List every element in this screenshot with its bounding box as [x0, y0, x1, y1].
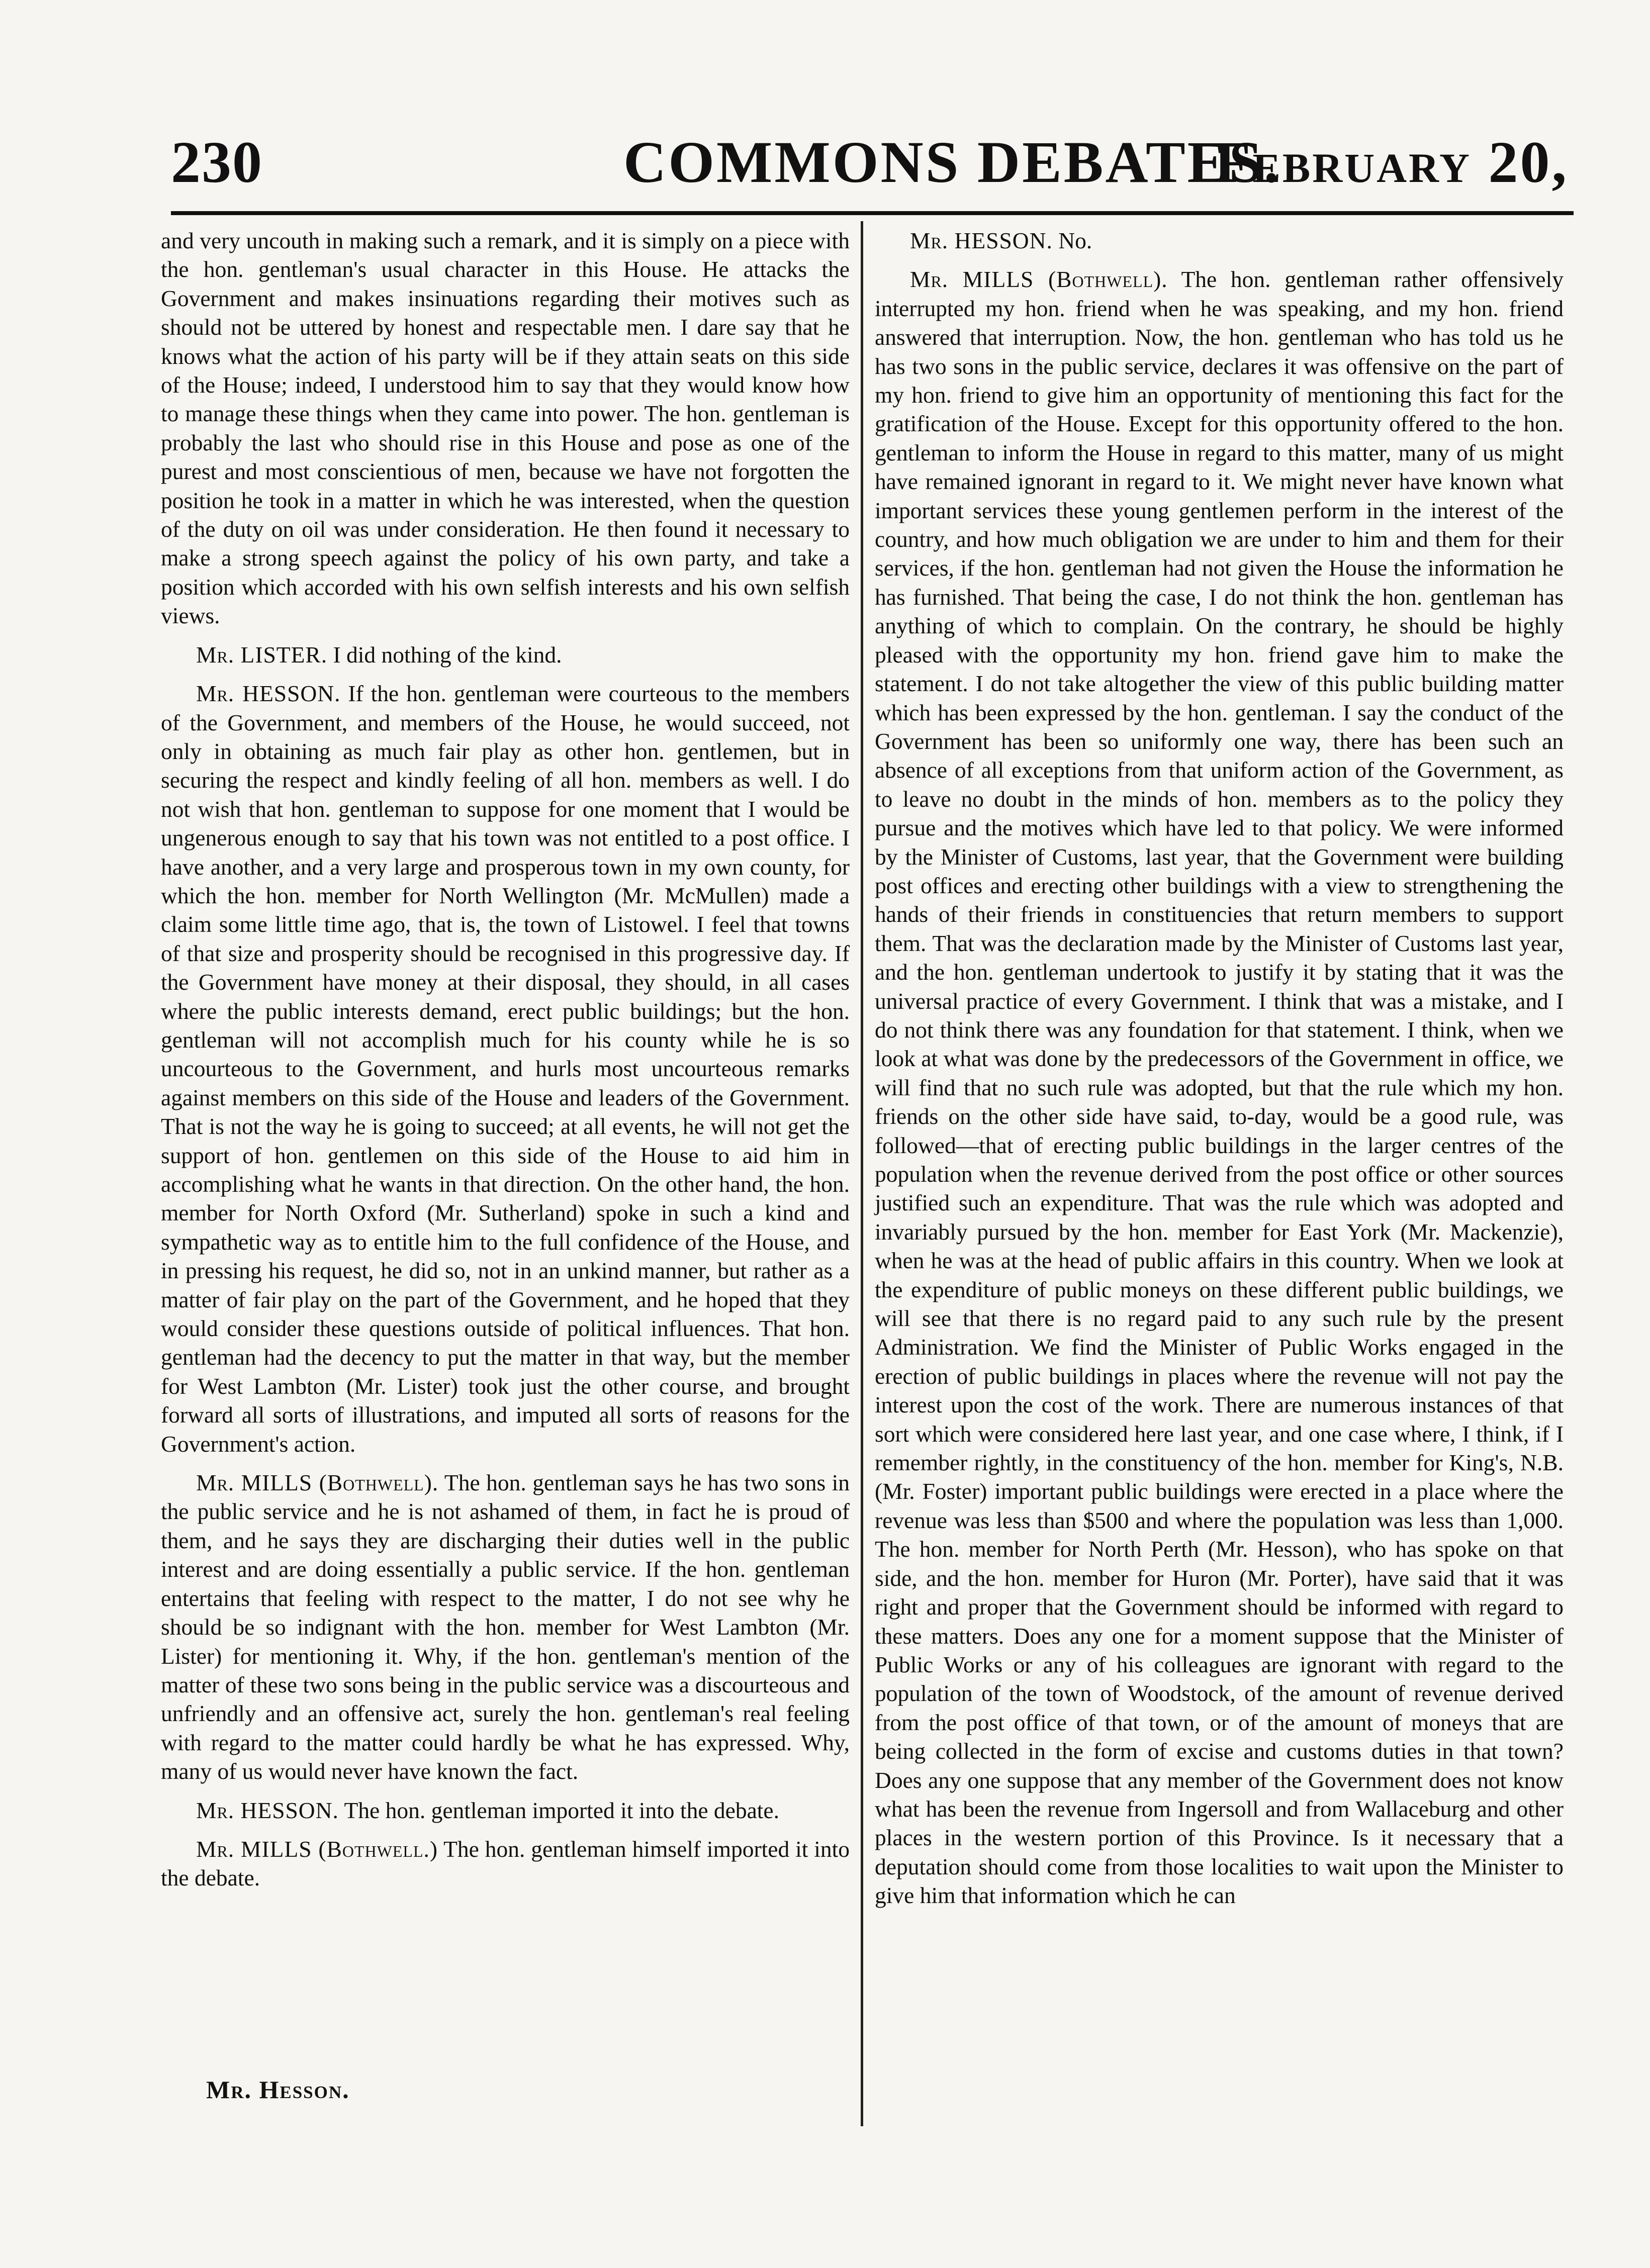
paragraph [161, 679, 850, 1458]
speaker-name: Mr. MILLS (Bothwell). [910, 266, 1168, 293]
speaker-name: Mr. LISTER. [196, 641, 328, 668]
paragraph [875, 226, 1564, 255]
speech-text: The hon. gentleman rather offensively interrupted my hon. friend when he was speaking, and my hon. friend answered that interruption. Now, the hon. gentleman who has told us he has two sons in the public service, declares it was offensive on the part of my hon. friend to give him an opportunity of mentioning this fact for the gratification of the House. Except for this opportunity offered to the hon. gentleman to inform the House in regard to this matter, many of us might have remained ignorant in regard to it. We might never have known what important services these young gentlemen perform in the interest of the country, and how much obligation we are under to him and them for their services, if the hon. gentleman had not given the House the information he has furnished. That being the case, I do not think the hon. gentleman has anything of which to complain. On the contrary, he should be highly pleased with the opportunity my hon. friend gave him to make the statement. I do not take altogether the view of this public building matter which has been expressed by the hon. gentleman. I say the conduct of the Government has been so uniformly one way, there has been such an absence of all exceptions from that uniform action of the Government, as to leave no doubt in the minds of hon. members as to the policy they pursue and the motives which have led to that policy. We were informed by the Minister of Customs, last year, that the Government were building post offices and erecting other buildings with a view to strengthening the hands of their friends in constituencies that return members to support them. That was the declaration made by the Minister of Customs last year, and the hon. gentleman undertook to justify it by stating that it was the universal practice of every Government. I think that was a mistake, and I do not think there was any foundation for that statement. I think, when we look at what was done by the predecessors of the Government in office, we will find that no such rule was adopted, but that the rule which my hon. friends on the other side have said, to-day, would be a good rule, was followed—that of erecting public buildings in the larger centres of the population when the revenue derived from the post office or other sources justified such an expenditure. That was the rule which was adopted and invariably pursued by the hon. member for East York (Mr. Mackenzie), when he was at the head of public affairs in this country. When we look at the expenditure of public moneys on these different public buildings, we will see that there is no regard paid to any such rule by the present Administration. We find the Minister of Public Works engaged in the erection of public buildings in places where the revenue will not pay the interest upon the cost of the work. There are numerous instances of that sort which were considered here last year, and one case where, I think, if I remember rightly, in the constituency of the hon. member for King's, N.B. (Mr. Foster) important public buildings were erected in a place where the revenue was less than $500 and where the population was less than 1,000. The hon. member for North Perth (Mr. Hesson), who has spoke on that side, and the hon. member for Huron (Mr. Porter), have said that it was right and proper that the Government should be informed with regard to these matters. Does any one for a moment suppose that the Minister of Public Works or any of his colleagues are ignorant with regard to the population of the town of Woodstock, of the amount of revenue derived from the post office of that town, or of the amount of moneys that are being collected in the form of excise and customs duties in that town? Does any one suppose that any member of the Government does not know what has been the revenue from Ingersoll and from Wallaceburg and other places in the western portion of this Province. Is it necessary that a deputation should come from those localities to wait upon the Minister to give him that information which he can [875, 266, 1564, 1909]
paragraph [161, 1796, 850, 1825]
page-header [171, 128, 1579, 204]
paragraph [161, 640, 850, 669]
right-column [875, 226, 1564, 1920]
paragraph [875, 265, 1564, 1910]
speech-text: The hon. gentleman says he has two sons in the public service and he is not ashamed of them, in fact he is proud of them, and he says they are discharging their duties well in the public interest and are doing essentially a public service. If the hon. gentleman entertains that feeling with respect to the matter, I do not see why he should be so indignant with the hon. member for West Lambton (Mr. Lister) for mentioning it. Why, if the hon. gentleman's mention of the matter of these two sons being in the public service was a discourteous and unfriendly and an offensive act, surely the hon. gentleman's real feeling with regard to the matter could hardly be what he has expressed. Why, many of us would never have known the fact. [161, 1470, 850, 1784]
speaker-name: Mr. HESSON. [910, 228, 1053, 253]
header-date: February 20, [1214, 129, 1569, 195]
speech-text: If the hon. gentleman were courteous to the members of the Government, and members of the House, he would succeed, not only in obtaining as much fair play as other hon. gentlemen, but in securing the respect and kindly feeling of all hon. members as well. I do not wish that hon. gentleman to suppose for one moment that I would be ungenerous enough to say that his town was not entitled to a post office. I have another, and a very large and prosperous town in my own county, for which the hon. member for North Wellington (Mr. McMullen) made a claim some little time ago, that is, the town of Listowel. I feel that towns of that size and prosperity should be recognised in this progressive day. If the Government have money at their disposal, they should, in all cases where the public interests demand, erect public buildings; but the hon. gentleman will not accomplish much for his county while he is so uncourteous to the Government, and hurls most uncourteous remarks against members on this side of the House and leaders of the Government. That is not the way he is going to succeed; at all events, he will not get the support of hon. gentlemen on this side of the House to aid him in accomplishing what he wants in that direction. On the other hand, the hon. member for North Oxford (Mr. Sutherland) spoke in such a kind and sympathetic way as to entitle him to the full confidence of the House, and in pressing his request, he did so, not in an unkind manner, but rather as a matter of fair play on the part of the Government, and he hoped that they would consider these questions outside of political influences. That hon. gentleman had the decency to put the matter in that way, but the member for West Lambton (Mr. Lister) took just the other course, and brought forward all sorts of illustrations, and imputed all sorts of reasons for the Government's action. [161, 681, 850, 1457]
column-divider [861, 221, 863, 2126]
catchword: Mr. Hesson. [206, 2075, 350, 2104]
speech-text: I did nothing of the kind. [333, 641, 562, 668]
speech-text: The hon. gentleman imported it into the debate. [344, 1797, 779, 1823]
speech-text: The hon. gentleman himself imported it into the debate. [161, 1836, 850, 1891]
left-column [161, 226, 850, 1903]
speaker-name: Mr. HESSON. [196, 681, 341, 707]
speaker-name: Mr. HESSON. [196, 1797, 339, 1823]
header-rule [171, 211, 1574, 215]
page-number: 230 [171, 129, 263, 195]
paragraph [161, 1835, 850, 1893]
paragraph [161, 226, 850, 630]
journal-title: COMMONS DEBATES. [623, 129, 1281, 195]
paragraph [161, 1468, 850, 1785]
speaker-name: Mr. MILLS (Bothwell.) [196, 1836, 438, 1862]
speech-text: No. [1058, 228, 1092, 253]
speech-text: and very uncouth in making such a remark, and it is simply on a piece with the hon. gentleman's usual character in this House. He attacks the Government and makes insinuations regarding their motives such as should not be uttered by honest and respectable men. I dare say that he knows what the action of his party will be if they attain seats on this side of the House; indeed, I understood him to say that they would know how to manage these things when they came into power. The hon. gentleman is probably the last who should rise in this House and pose as one of the purest and most conscientious of men, because we have not forgotten the position he took in a matter in which he was interested, when the question of the duty on oil was under consideration. He then found it necessary to make a strong speech against the policy of his own party, and take a position which accorded with his own selfish interests and his own selfish views. [161, 228, 850, 629]
speaker-name: Mr. MILLS (Bothwell). [196, 1470, 439, 1496]
